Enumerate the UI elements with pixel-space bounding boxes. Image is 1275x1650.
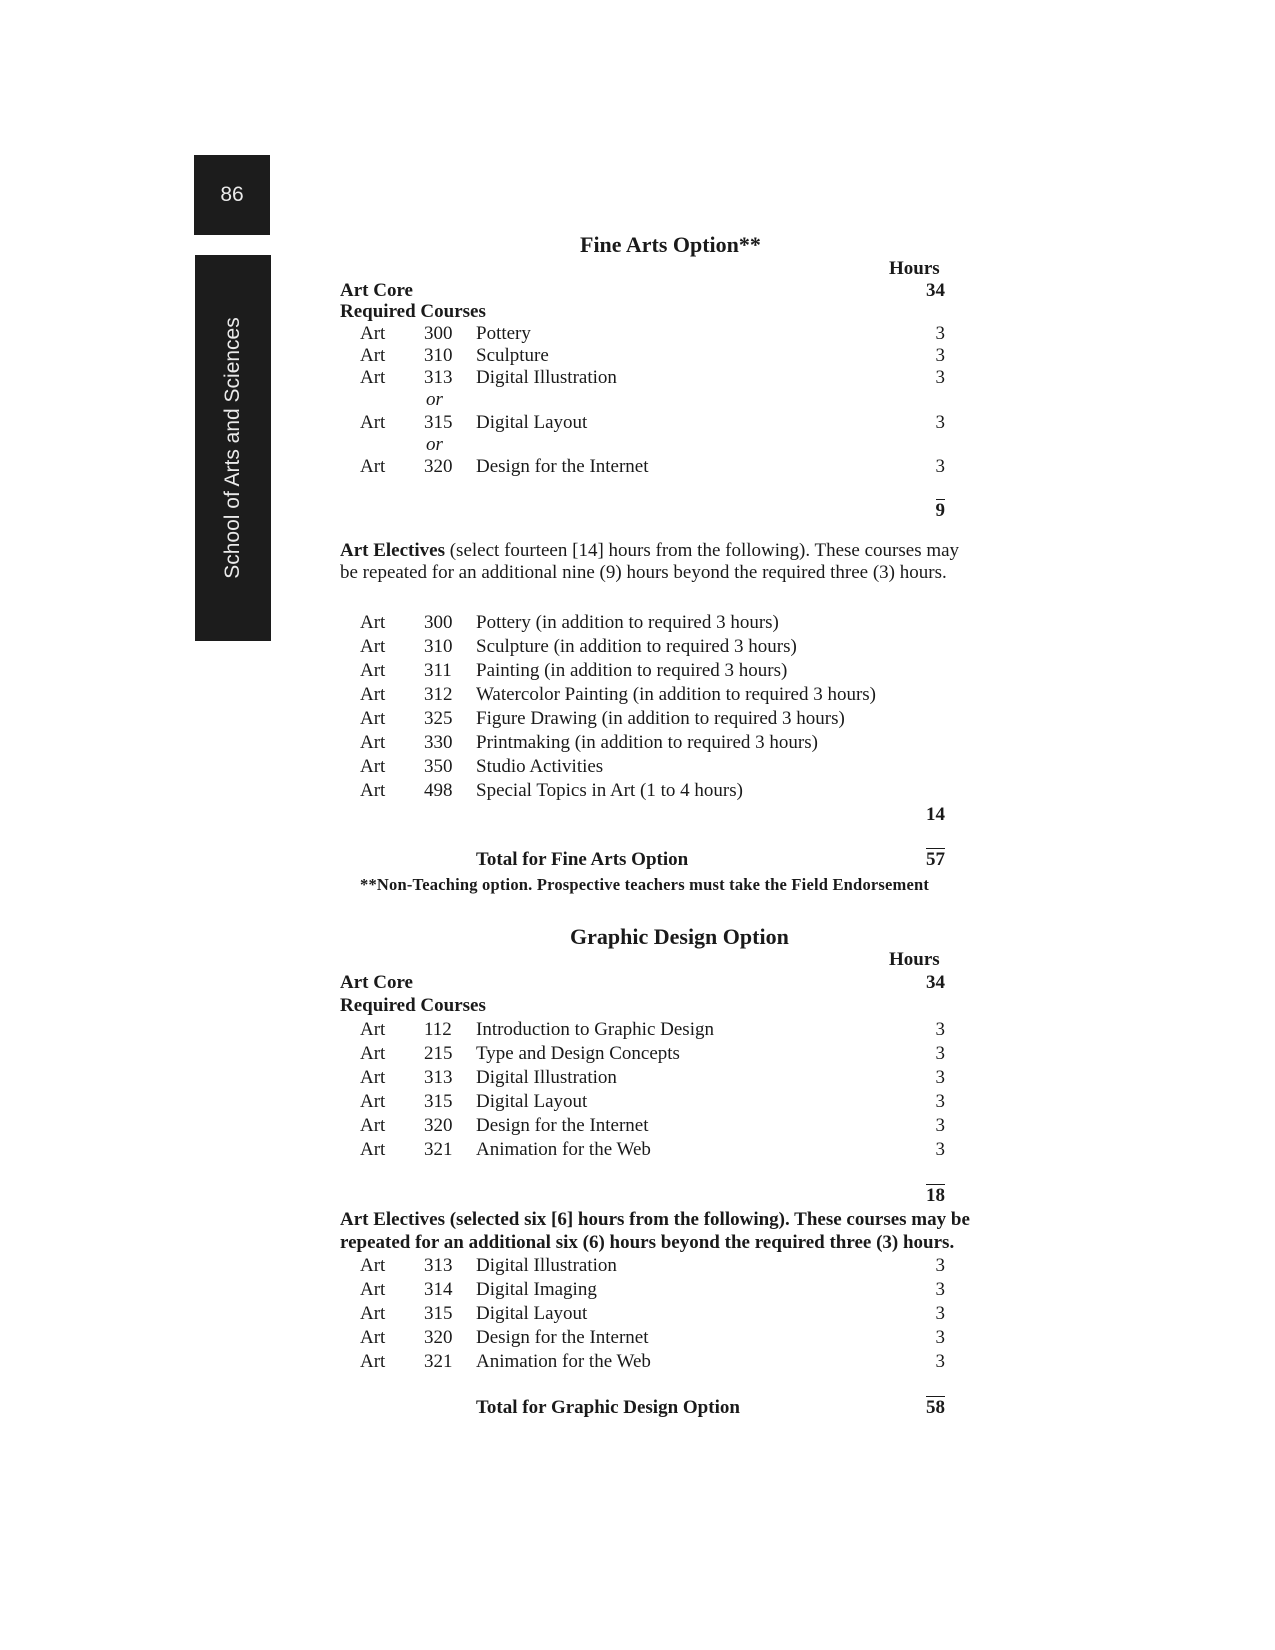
course-hours: 3 (935, 1067, 945, 1088)
course-number: 314 (424, 1279, 453, 1300)
course-subject: Art (360, 732, 386, 753)
course-title: Animation for the Web (476, 1139, 651, 1160)
course-title: Type and Design Concepts (476, 1043, 680, 1064)
section-side-label: School of Arts and Sciences (221, 317, 244, 579)
course-title: Animation for the Web (476, 1351, 651, 1372)
graphic-design-electives-intro-line2: repeated for an additional six (6) hours beyond the required three (3) hours. (340, 1232, 955, 1253)
course-number: 315 (424, 1303, 453, 1324)
course-hours: 3 (935, 345, 945, 366)
course-subject: Art (360, 684, 386, 705)
course-number: 310 (424, 345, 453, 366)
course-hours: 3 (935, 1279, 945, 1300)
fine-arts-total-label: Total for Fine Arts Option (476, 849, 689, 870)
course-title: Pottery (476, 323, 531, 344)
course-title: Studio Activities (476, 756, 604, 777)
course-subject: Art (360, 1327, 386, 1348)
course-subject: Art (360, 708, 386, 729)
or-connector: or (426, 434, 443, 455)
course-subject: Art (360, 660, 386, 681)
course-number: 315 (424, 1091, 453, 1112)
fine-arts-art-core-label: Art Core (340, 280, 413, 301)
graphic-design-required-label: Required Courses (340, 995, 486, 1016)
course-number: 313 (424, 1067, 453, 1088)
course-number: 321 (424, 1139, 453, 1160)
course-hours: 3 (935, 1019, 945, 1040)
course-hours: 3 (935, 1351, 945, 1372)
course-hours: 3 (935, 1303, 945, 1324)
course-title: Introduction to Graphic Design (476, 1019, 714, 1040)
course-number: 320 (424, 1327, 453, 1348)
fine-arts-art-core-hours: 34 (926, 280, 945, 301)
course-subject: Art (360, 1303, 386, 1324)
graphic-design-title: Graphic Design Option (570, 924, 789, 949)
course-number: 310 (424, 636, 453, 657)
fine-arts-required-subtotal: 9 (935, 500, 945, 521)
fine-arts-electives-intro-line2: be repeated for an additional nine (9) hours beyond the required three (3) hours. (340, 562, 947, 583)
course-subject: Art (360, 323, 386, 344)
course-number: 311 (424, 660, 452, 681)
fine-arts-title: Fine Arts Option** (580, 232, 761, 257)
course-subject: Art (360, 780, 386, 801)
course-title: Digital Illustration (476, 367, 617, 388)
graphic-design-art-core-label: Art Core (340, 972, 413, 993)
course-title: Digital Layout (476, 1303, 588, 1324)
page-number: 86 (220, 183, 244, 206)
electives-text: (select fourteen [14] hours from the following). These courses may (444, 540, 960, 561)
graphic-design-required-subtotal: 18 (926, 1185, 945, 1206)
course-subject: Art (360, 1019, 386, 1040)
course-title: Painting (in addition to required 3 hours) (476, 660, 788, 681)
course-subject: Art (360, 1279, 386, 1300)
course-title: Digital Layout (476, 412, 588, 433)
course-title: Sculpture (in addition to required 3 hours) (476, 636, 797, 657)
fine-arts-footnote: **Non-Teaching option. Prospective teachers must take the Field Endorsement (360, 875, 930, 894)
course-hours: 3 (935, 1139, 945, 1160)
course-title: Design for the Internet (476, 456, 649, 477)
graphic-design-total-hours: 58 (926, 1397, 945, 1418)
course-hours: 3 (935, 323, 945, 344)
fine-arts-required-label: Required Courses (340, 301, 486, 322)
course-subject: Art (360, 636, 386, 657)
fine-arts-total-hours: 57 (926, 849, 945, 870)
graphic-design-hours-header: Hours (889, 949, 940, 970)
course-subject: Art (360, 1255, 386, 1276)
course-subject: Art (360, 1115, 386, 1136)
course-number: 321 (424, 1351, 453, 1372)
electives-lead: Art Electives (340, 540, 445, 561)
course-subject: Art (360, 1091, 386, 1112)
page-number-tab (194, 155, 270, 235)
graphic-design-electives-intro-line1: Art Electives (selected six [6] hours from the following). These courses may be (340, 1209, 970, 1230)
course-hours: 3 (935, 412, 945, 433)
course-number: 215 (424, 1043, 453, 1064)
fine-arts-electives-subtotal: 14 (926, 804, 945, 825)
course-subject: Art (360, 412, 386, 433)
course-subject: Art (360, 367, 386, 388)
course-title: Digital Imaging (476, 1279, 597, 1300)
course-hours: 3 (935, 1327, 945, 1348)
course-hours: 3 (935, 1255, 945, 1276)
course-hours: 3 (935, 367, 945, 388)
course-hours: 3 (935, 1043, 945, 1064)
course-number: 300 (424, 323, 453, 344)
course-title: Watercolor Painting (in addition to required 3 hours) (476, 684, 877, 705)
fine-arts-electives-intro-line1 (340, 540, 959, 562)
course-number: 312 (424, 684, 453, 705)
course-number: 112 (424, 1019, 452, 1040)
course-title: Design for the Internet (476, 1115, 649, 1136)
course-subject: Art (360, 1351, 386, 1372)
course-subject: Art (360, 1067, 386, 1088)
course-hours: 3 (935, 456, 945, 477)
or-connector: or (426, 389, 443, 410)
course-subject: Art (360, 1043, 386, 1064)
course-title: Printmaking (in addition to required 3 hours) (476, 732, 818, 753)
graphic-design-total-label: Total for Graphic Design Option (476, 1397, 740, 1418)
course-number: 313 (424, 1255, 453, 1276)
course-number: 313 (424, 367, 453, 388)
course-number: 330 (424, 732, 453, 753)
course-title: Sculpture (476, 345, 549, 366)
course-number: 320 (424, 1115, 453, 1136)
course-title: Special Topics in Art (1 to 4 hours) (476, 780, 743, 801)
course-subject: Art (360, 345, 386, 366)
graphic-design-art-core-hours: 34 (926, 972, 945, 993)
course-title: Pottery (in addition to required 3 hours) (476, 612, 779, 633)
course-title: Figure Drawing (in addition to required 3 hours) (476, 708, 845, 729)
course-number: 300 (424, 612, 453, 633)
section-side-tab (195, 255, 271, 641)
course-number: 325 (424, 708, 453, 729)
course-title: Digital Layout (476, 1091, 588, 1112)
course-subject: Art (360, 756, 386, 777)
course-number: 350 (424, 756, 453, 777)
course-hours: 3 (935, 1115, 945, 1136)
course-number: 320 (424, 456, 453, 477)
course-subject: Art (360, 1139, 386, 1160)
course-number: 498 (424, 780, 453, 801)
course-title: Design for the Internet (476, 1327, 649, 1348)
course-subject: Art (360, 612, 386, 633)
course-number: 315 (424, 412, 453, 433)
course-subject: Art (360, 456, 386, 477)
course-hours: 3 (935, 1091, 945, 1112)
fine-arts-hours-header: Hours (889, 258, 940, 279)
course-title: Digital Illustration (476, 1255, 617, 1276)
course-title: Digital Illustration (476, 1067, 617, 1088)
